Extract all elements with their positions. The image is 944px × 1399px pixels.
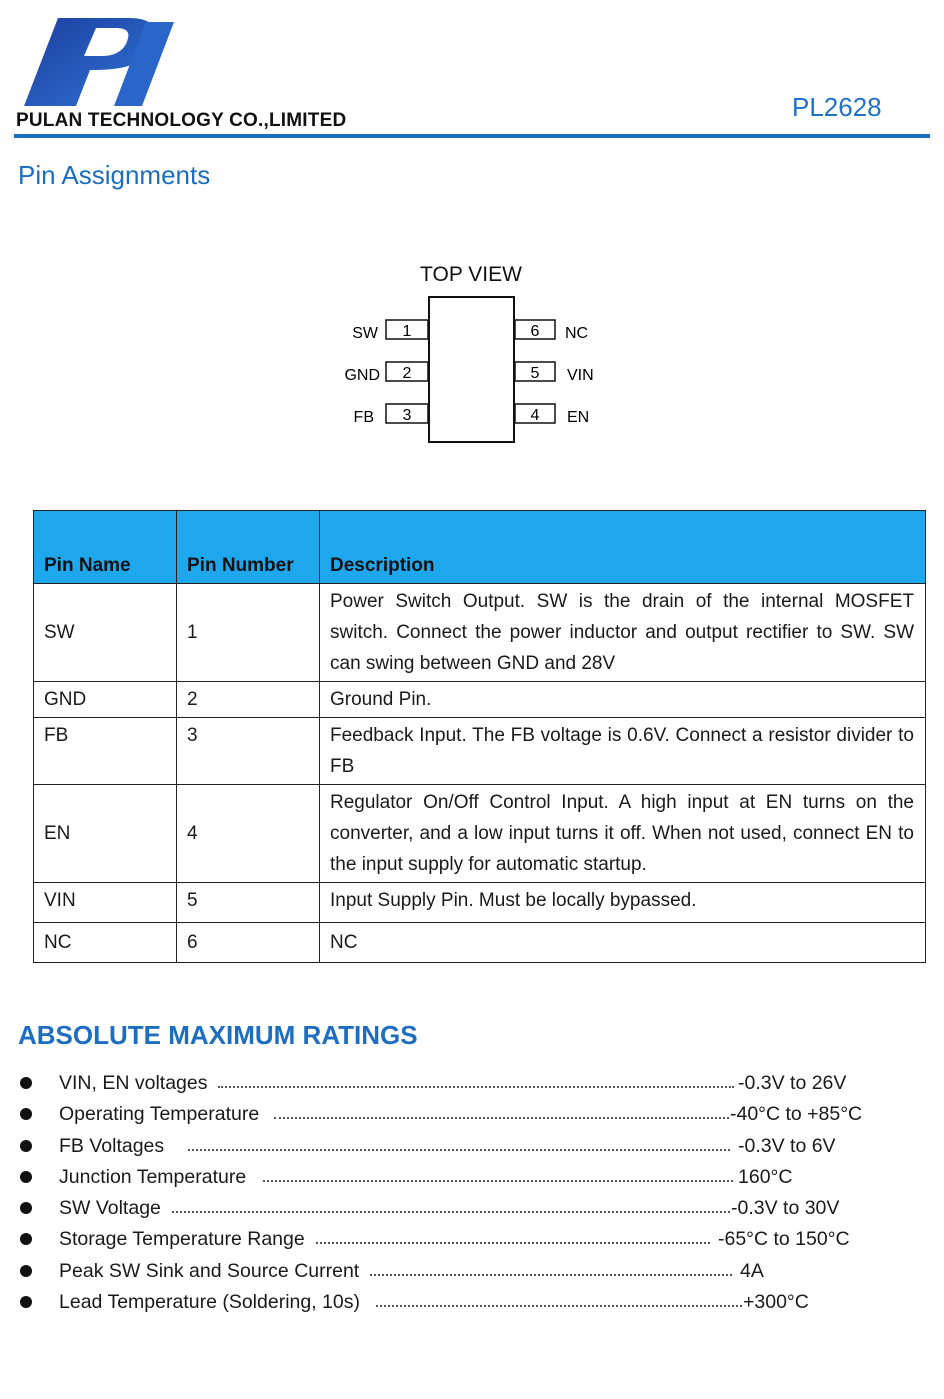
- description-cell: Regulator On/Off Control Input. A high input at EN turns on the converter, and a low input turns it off. When not used, connect EN to the input supply for automatic startup.: [320, 785, 926, 883]
- pin-6-number: 6: [530, 323, 540, 340]
- table-row: [34, 682, 926, 718]
- package-body: [429, 297, 514, 442]
- list-item: [0, 1193, 944, 1224]
- rating-value: -0.3V to 6V: [738, 1134, 836, 1157]
- rating-label: Peak SW Sink and Source Current: [59, 1259, 360, 1282]
- pin-table: [33, 510, 926, 963]
- rating-value: -0.3V to 26V: [738, 1072, 847, 1094]
- dot-leader: [370, 1274, 732, 1276]
- pin-table-header-row: [34, 511, 926, 584]
- table-row: [34, 785, 926, 883]
- table-row: [34, 923, 926, 963]
- list-item: [0, 1256, 944, 1287]
- rating-label: Junction Temperature: [59, 1165, 247, 1188]
- bullet-icon: [20, 1265, 32, 1277]
- pin-6-name: NC: [565, 325, 589, 342]
- rating-value: 4A: [740, 1259, 764, 1282]
- top-view-label: TOP VIEW: [420, 263, 522, 286]
- pin-2-number: 2: [402, 365, 412, 382]
- list-item: [0, 1099, 944, 1130]
- pin-3-number: 3: [402, 407, 412, 424]
- list-item: [0, 1068, 944, 1099]
- bullet-icon: [20, 1171, 32, 1183]
- dot-leader: [218, 1086, 734, 1088]
- bullet-icon: [20, 1233, 32, 1245]
- rating-value: -65°C to 150°C: [718, 1228, 850, 1251]
- pin-4-name: EN: [567, 409, 590, 426]
- pin-number-cell: 6: [177, 923, 320, 963]
- header-pin-name: Pin Name: [34, 511, 177, 584]
- pin-1-name: SW: [352, 325, 378, 342]
- pin-name-cell: EN: [34, 785, 177, 883]
- pin-number-cell: 1: [177, 584, 320, 682]
- description-cell: Power Switch Output. SW is the drain of the internal MOSFET switch. Connect the power inductor and output rectifier to SW. SW can swing between GND and 28V: [320, 584, 926, 682]
- pin-4-number: 4: [530, 407, 540, 424]
- pin-2-name: GND: [344, 367, 380, 384]
- rating-value: 160°C: [738, 1165, 793, 1188]
- bullet-icon: [20, 1140, 32, 1152]
- dot-leader: [188, 1149, 730, 1151]
- bullet-icon: [20, 1202, 32, 1214]
- pin-name-cell: VIN: [34, 883, 177, 923]
- pin-name-cell: NC: [34, 923, 177, 963]
- absolute-maximum-ratings-title: ABSOLUTE MAXIMUM RATINGS: [18, 1020, 418, 1050]
- rating-label: VIN, EN voltages: [59, 1072, 208, 1094]
- dot-leader: [274, 1117, 729, 1119]
- rating-label: SW Voltage: [59, 1197, 161, 1220]
- list-item: [0, 1162, 944, 1193]
- pin-name-cell: SW: [34, 584, 177, 682]
- table-row: [34, 883, 926, 923]
- dot-leader: [263, 1180, 733, 1182]
- pin-5-name: VIN: [567, 367, 594, 384]
- rating-label: Storage Temperature Range: [59, 1228, 305, 1251]
- dot-leader: [376, 1305, 742, 1307]
- part-number: PL2628: [792, 92, 882, 122]
- pin-3-name: FB: [353, 409, 374, 426]
- bullet-icon: [20, 1077, 32, 1089]
- company-name: PULAN TECHNOLOGY CO.,LIMITED: [16, 110, 347, 131]
- dot-leader: [316, 1242, 710, 1244]
- table-row: [34, 718, 926, 785]
- ratings-list: [0, 1068, 944, 1318]
- list-item: [0, 1131, 944, 1162]
- description-cell: Ground Pin.: [320, 682, 926, 718]
- pulan-p-logo-icon: [18, 14, 178, 110]
- table-row: [34, 584, 926, 682]
- pin-number-cell: 3: [177, 718, 320, 785]
- rating-value: +300°C: [743, 1291, 809, 1314]
- pin-number-cell: 2: [177, 682, 320, 718]
- bullet-icon: [20, 1296, 32, 1308]
- pin-name-cell: GND: [34, 682, 177, 718]
- description-cell: Feedback Input. The FB voltage is 0.6V. Connect a resistor divider to FB: [320, 718, 926, 785]
- description-cell: NC: [320, 923, 926, 963]
- pin-number-cell: 4: [177, 785, 320, 883]
- list-item: [0, 1224, 944, 1255]
- pin-number-cell: 5: [177, 883, 320, 923]
- dot-leader: [172, 1211, 730, 1213]
- package-diagram: [330, 255, 620, 455]
- rating-value: -40°C to +85°C: [730, 1103, 863, 1126]
- pin-1-number: 1: [402, 323, 412, 340]
- bullet-icon: [20, 1108, 32, 1120]
- rating-label: Lead Temperature (Soldering, 10s): [59, 1291, 360, 1314]
- header-description: Description: [320, 511, 926, 584]
- pin-assignments-title: Pin Assignments: [18, 160, 211, 190]
- header-pin-number: Pin Number: [177, 511, 320, 584]
- rating-label: FB Voltages: [59, 1134, 165, 1157]
- header-rule: [14, 134, 930, 138]
- pin-name-cell: FB: [34, 718, 177, 785]
- pin-5-number: 5: [530, 365, 540, 382]
- rating-value: -0.3V to 30V: [731, 1197, 840, 1220]
- description-cell: Input Supply Pin. Must be locally bypassed.: [320, 883, 926, 923]
- list-item: [0, 1287, 944, 1318]
- rating-label: Operating Temperature: [59, 1103, 260, 1126]
